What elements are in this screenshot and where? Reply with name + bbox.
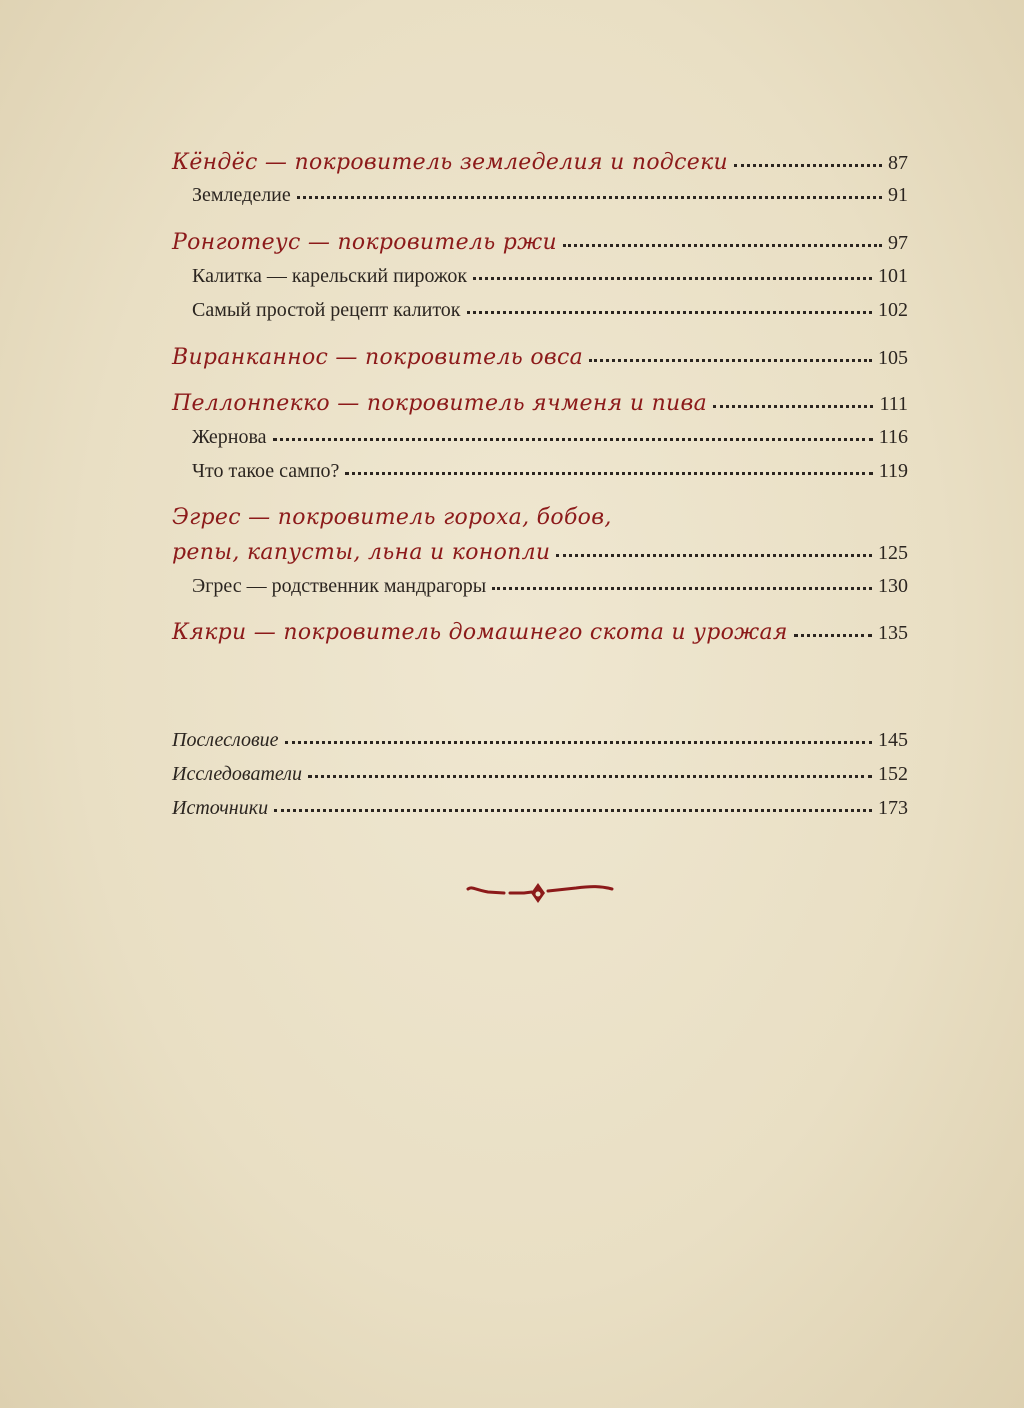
toc-entry[interactable] [192,184,908,214]
dot-leader [794,634,872,637]
toc-entry-title: Жернова [192,426,267,448]
back-matter-entry[interactable] [172,797,908,827]
dot-leader [467,311,872,314]
toc-entry[interactable] [172,230,908,260]
dot-leader [713,405,873,408]
dot-leader [563,244,882,247]
toc-entry-page: 125 [878,542,908,564]
toc-entry-title: Ронготеус — покровитель ржи [172,230,557,255]
toc-entry-page: 111 [879,393,908,415]
dot-leader [473,277,872,280]
toc-entry-page: 91 [888,184,908,206]
dot-leader [274,809,872,812]
dot-leader [273,438,873,441]
toc-entry[interactable] [172,540,908,570]
dot-leader [308,775,872,778]
toc-entry[interactable] [192,299,908,329]
toc-entry-title-line1[interactable]: Эгрес — покровитель гороха, бобов, [172,505,612,530]
back-matter-entry[interactable] [172,763,908,793]
toc-entry-page: 130 [878,575,908,597]
back-matter-page: 145 [878,729,908,751]
toc-entry[interactable] [192,460,908,490]
dot-leader [492,587,872,590]
back-matter-title: Источники [172,797,269,819]
toc-entry-title: Кёндёс — покровитель земледелия и подсеки [172,150,728,175]
toc-entry[interactable] [172,620,908,650]
back-matter-entry[interactable] [172,729,908,759]
toc-entry[interactable] [192,575,908,605]
toc-entry-title: Эгрес — родственник мандрагоры [192,575,487,597]
toc-entry-page: 105 [878,347,908,369]
toc-entry-title: Земледелие [192,184,291,206]
dot-leader [734,164,882,167]
toc-entry-page: 101 [878,265,908,287]
toc-entry-title: Пеллонпекко — покровитель ячменя и пива [172,391,708,416]
toc-entry-page: 135 [878,622,908,644]
toc-entry[interactable] [172,345,908,375]
toc-entry-page: 87 [888,152,908,174]
back-matter-title: Послесловие [172,729,279,751]
back-matter-page: 152 [878,763,908,785]
toc-entry-title: Что такое сампо? [192,460,340,482]
toc-entry-title: Кякри — покровитель домашнего скота и урожая [172,620,788,645]
dot-leader [285,741,872,744]
toc-entry-title: Самый простой рецепт калиток [192,299,461,321]
toc-entry-title: Виранканнос — покровитель овса [172,345,584,370]
dot-leader [589,359,872,362]
dot-leader [556,554,872,557]
toc-entry[interactable] [192,426,908,456]
toc-entry[interactable] [172,150,908,180]
toc-entry[interactable] [192,265,908,295]
toc-entry-page: 116 [878,426,908,448]
toc-entry-page: 102 [878,299,908,321]
back-matter-page: 173 [878,797,908,819]
dot-leader [297,196,882,199]
toc-entry-title: репы, капусты, льна и конопли [172,540,551,565]
toc-entry-page: 97 [888,232,908,254]
toc-entry-page: 119 [878,460,908,482]
dot-leader [345,472,872,475]
back-matter-title: Исследователи [172,763,302,785]
ornament-divider-icon [466,876,616,910]
toc-entry-title: Калитка — карельский пирожок [192,265,468,287]
toc-entry[interactable] [172,391,908,421]
